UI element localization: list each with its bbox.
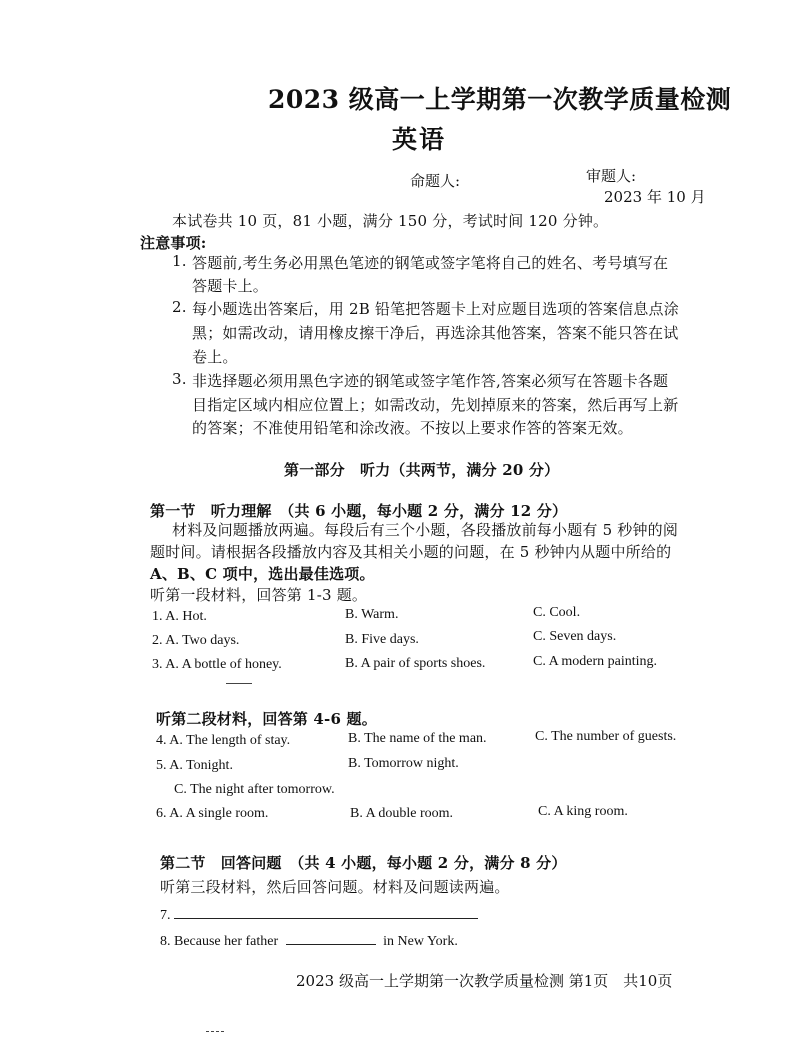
exam-title: 2023 级高一上学期第一次教学质量检测	[268, 85, 732, 114]
q2-option-a: 2. A. Two days.	[152, 633, 240, 648]
page-footer: 2023 级高一上学期第一次教学质量检测 第1页 共10页	[296, 972, 673, 990]
part1-heading: 第一部分 听力（共两节，满分 20 分）	[284, 461, 560, 479]
note-line: 目指定区域内相应位置上；如需改动，先划掉原来的答案，然后再写上新	[192, 396, 679, 414]
stray-mark	[226, 683, 252, 684]
q7-row	[160, 904, 478, 924]
notes-title: 注意事项:	[140, 234, 207, 252]
section1-instruction: 题时间。请根据各段播放内容及其相关小题的问题，在 5 秒钟内从题中所给的	[150, 543, 672, 561]
q5-option-c: C. The night after tomorrow.	[174, 782, 335, 797]
exam-date: 2023 年 10 月	[604, 188, 706, 206]
reviewer-label: 审题人:	[586, 167, 637, 185]
q6-option-b: B. A double room.	[350, 806, 454, 821]
section1-instruction: A、B、C 项中，选出最佳选项。	[150, 565, 375, 583]
q5-option-b: B. Tomorrow night.	[348, 756, 459, 771]
q4-option-a: 4. A. The length of stay.	[156, 733, 291, 748]
q6-option-c: C. A king room.	[538, 804, 628, 819]
setter-label: 命题人:	[410, 172, 461, 190]
q7-number: 7.	[160, 908, 171, 923]
note-line: 答题卡上。	[192, 277, 269, 295]
q3-option-b: B. A pair of sports shoes.	[345, 656, 486, 671]
note-line: 的答案；不准使用铅笔和涂改液。不按以上要求作答的答案无效。	[192, 419, 633, 437]
section2-instruction: 听第三段材料，然后回答问题。材料及问题读两遍。	[160, 878, 510, 896]
q2-option-c: C. Seven days.	[533, 629, 617, 644]
section1-heading: 第一节 听力理解 （共 6 小题，每小题 2 分，满分 12 分）	[150, 502, 568, 520]
stray-mark	[206, 1031, 224, 1032]
note-line: 答题前,考生务必用黑色笔迹的钢笔或签字笔将自己的姓名、考号填写在	[192, 254, 669, 272]
q8-text-after: in New York.	[383, 934, 458, 949]
note-number: 2.	[172, 298, 187, 316]
q5-option-a: 5. A. Tonight.	[156, 758, 233, 773]
passage2-prompt: 听第二段材料，回答第 4-6 题。	[156, 710, 377, 728]
q1-option-a: 1. A. Hot.	[152, 609, 207, 624]
passage1-prompt: 听第一段材料，回答第 1-3 题。	[150, 586, 368, 604]
section1-instruction: 材料及问题播放两遍。每段后有三个小题，各段播放前每小题有 5 秒钟的阅	[172, 521, 679, 539]
q3-option-a: 3. A. A bottle of honey.	[152, 657, 282, 672]
q3-option-c: C. A modern painting.	[533, 654, 658, 669]
note-line: 黑；如需改动，请用橡皮擦干净后，再选涂其他答案，答案不能只答在试	[192, 324, 679, 342]
section2-heading: 第二节 回答问题 （共 4 小题，每小题 2 分，满分 8 分）	[160, 854, 567, 872]
q1-option-b: B. Warm.	[345, 607, 399, 622]
note-number: 1.	[172, 252, 187, 270]
q6-option-a: 6. A. A single room.	[156, 806, 269, 821]
q1-option-c: C. Cool.	[533, 605, 581, 620]
note-line: 每小题选出答案后，用 2B 铅笔把答题卡上对应题目选项的答案信息点涂	[192, 300, 679, 318]
q4-option-c: C. The number of guests.	[535, 729, 677, 744]
note-number: 3.	[172, 370, 187, 388]
exam-summary: 本试卷共 10 页，81 小题，满分 150 分，考试时间 120 分钟。	[172, 212, 609, 230]
subject-title: 英语	[392, 125, 447, 154]
note-line: 非选择题必须用黑色字迹的钢笔或签字笔作答,答案必须写在答题卡各题	[192, 372, 669, 390]
q8-row	[160, 930, 458, 950]
q7-answer-blank[interactable]	[174, 904, 478, 919]
q8-answer-blank[interactable]	[286, 930, 376, 945]
note-line: 卷上。	[192, 348, 238, 366]
q8-text-before: 8. Because her father	[160, 934, 279, 949]
q2-option-b: B. Five days.	[345, 632, 419, 647]
q4-option-b: B. The name of the man.	[348, 731, 487, 746]
